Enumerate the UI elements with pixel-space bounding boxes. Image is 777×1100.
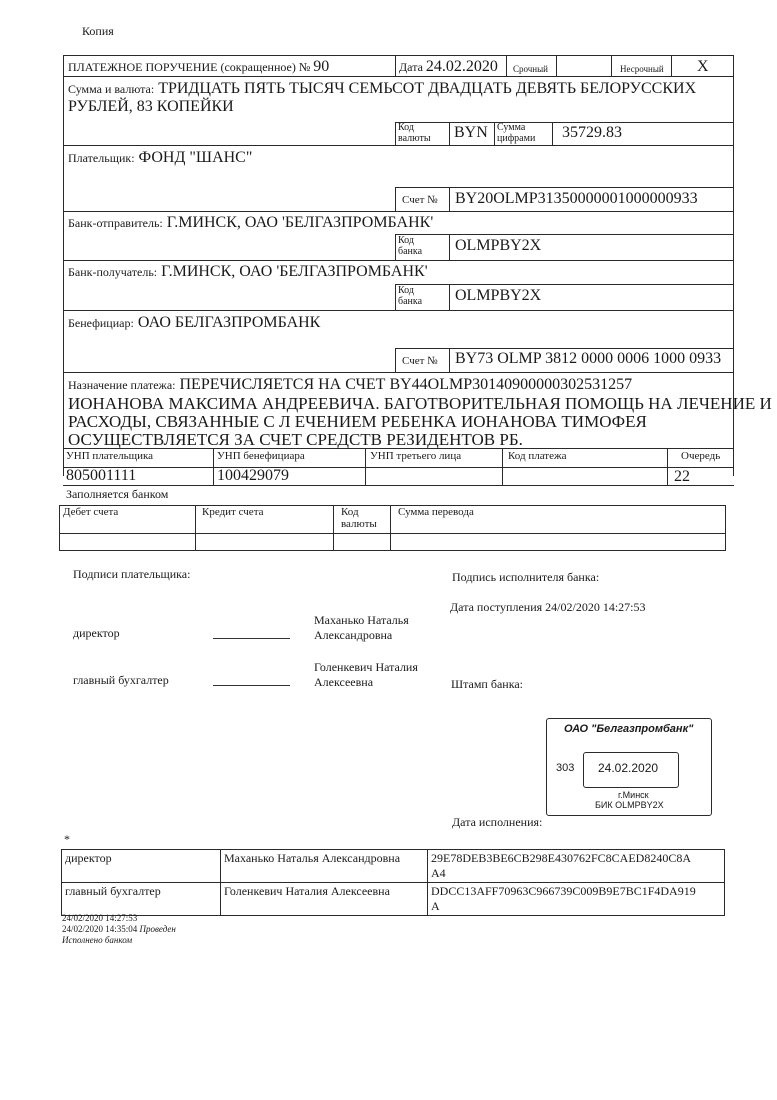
- order-date: Дата 24.02.2020: [399, 58, 498, 75]
- director-name: Маханько Наталья Александровна: [314, 613, 409, 642]
- nonurgent-mark: X: [697, 58, 709, 75]
- benef-unp: 100429079: [217, 467, 289, 484]
- footer-line3: Исполнено банком: [62, 935, 133, 945]
- beneficiary-account-label: Счет №: [402, 355, 438, 367]
- form-title: ПЛАТЕЖНОЕ ПОРУЧЕНИЕ (сокращенное) № 90: [68, 58, 330, 75]
- bank-exec-signature-label: Подпись исполнителя банка:: [452, 570, 600, 584]
- payment-purpose: Назначение платежа: ПЕРЕЧИСЛЯЕТСЯ НА СЧЕТ BY44OLMP30140900000302531257: [68, 376, 633, 393]
- sig-name: Голенкевич Наталия Алексеевна: [221, 883, 428, 916]
- currency-code: BYN: [454, 124, 488, 141]
- accountant-role: главный бухгалтер: [73, 673, 169, 687]
- sender-bank-code: OLMPBY2X: [455, 237, 542, 254]
- footer-log: [62, 913, 176, 946]
- stamp-label: Штамп банка:: [451, 677, 523, 691]
- sig-hash: DDCC13AFF70963C966739C009B9E7BC1F4DA919 A: [428, 883, 725, 916]
- footer-line1: 24/02/2020 14:27:53: [62, 913, 138, 923]
- beneficiary-account: BY73 OLMP 3812 0000 0006 1000 0933: [455, 350, 722, 367]
- table-row: [62, 883, 725, 916]
- asterisk: *: [64, 832, 70, 846]
- queue-label: Очередь: [681, 450, 721, 462]
- stamp-city: г.Минск: [618, 790, 649, 800]
- sig-hash: 29E78DEB3BE6CB298E430762FC8CAED8240C8A A4: [428, 850, 725, 883]
- urgent-label: Срочный: [513, 64, 548, 74]
- director-role: директор: [73, 626, 120, 640]
- bank-fill-label: Заполняется банком: [66, 487, 169, 501]
- table-row: [62, 850, 725, 883]
- payer-signatures-label: Подписи плательщика:: [73, 567, 191, 581]
- credit-label: Кредит счета: [202, 506, 264, 518]
- payment-purpose-line2: ИОНАНОВА МАКСИМА АНДРЕЕВИЧА. БАГОТВОРИТЕЛЬНАЯ ПОМОЩЬ НА ЛЕЧЕНИЕ И: [68, 394, 772, 413]
- currency-code-label: Код валюты: [398, 122, 431, 144]
- transfer-sum-label: Сумма перевода: [398, 506, 474, 518]
- receiver-bank-code: OLMPBY2X: [455, 287, 542, 304]
- order-number: 90: [313, 58, 330, 75]
- payment-purpose-line4: ОСУЩЕСТВЛЯЕТСЯ ЗА СЧЕТ СРЕДСТВ РЕЗИДЕНТОВ РБ.: [68, 430, 523, 449]
- nonurgent-label: Несрочный: [620, 64, 664, 74]
- fill-currency-label: Код валюты: [341, 506, 377, 530]
- sig-name: Маханько Наталья Александровна: [221, 850, 428, 883]
- queue-value: 22: [674, 468, 690, 485]
- stamp-number: 303: [556, 762, 575, 774]
- receiver-bank: Банк-получатель: Г.МИНСК, ОАО 'БЕЛГАЗПРОМБАНК': [68, 263, 428, 280]
- received-date: Дата поступления 24/02/2020 14:27:53: [450, 600, 646, 614]
- payment-code-label: Код платежа: [508, 450, 567, 462]
- sig-role: директор: [62, 850, 221, 883]
- debit-label: Дебет счета: [63, 506, 119, 518]
- accountant-signature-line: [213, 685, 290, 686]
- payer-unp-label: УНП плательщика: [66, 450, 154, 462]
- accountant-name: Голенкевич Наталия Алексеевна: [314, 660, 418, 689]
- footer-line2: 24/02/2020 14:35:04 Проведен: [62, 924, 176, 934]
- digital-signatures-table: [61, 849, 725, 916]
- sig-role: главный бухгалтер: [62, 883, 221, 916]
- stamp-date: 24.02.2020: [598, 761, 659, 775]
- payment-purpose-line3: РАСХОДЫ, СВЯЗАННЫЕ С Л ЕЧЕНИЕМ РЕБЕНКА ИОНАНОВА ТИМОФЕЯ: [68, 412, 647, 431]
- beneficiary-name: Бенефициар: ОАО БЕЛГАЗПРОМБАНК: [68, 314, 321, 331]
- benef-unp-label: УНП бенефициара: [217, 450, 305, 462]
- director-signature-line: [213, 638, 290, 639]
- sum-label: Сумма цифрами: [497, 122, 536, 144]
- amount-words-line2: РУБЛЕЙ, 83 КОПЕЙКИ: [68, 98, 234, 115]
- copy-label: Копия: [82, 24, 114, 38]
- receiver-bank-code-label: Код банка: [398, 285, 423, 307]
- payer-unp: 805001111: [66, 467, 137, 484]
- payer-account: BY20OLMP31350000001000000933: [455, 190, 698, 207]
- payer-name: Плательщик: ФОНД "ШАНС": [68, 149, 253, 166]
- stamp-bank-name: ОАО "Белгазпромбанк": [564, 723, 694, 735]
- third-unp-label: УНП третьего лица: [370, 450, 462, 462]
- stamp-bik: БИК OLMPBY2X: [595, 800, 664, 810]
- payer-account-label: Счет №: [402, 194, 438, 206]
- sender-bank: Банк-отправитель: Г.МИНСК, ОАО 'БЕЛГАЗПРОМБАНК': [68, 214, 434, 231]
- execution-date-label: Дата исполнения:: [452, 815, 543, 829]
- sender-bank-code-label: Код банка: [398, 235, 423, 257]
- sum-value: 35729.83: [562, 124, 622, 141]
- amount-words: Сумма и валюта: ТРИДЦАТЬ ПЯТЬ ТЫСЯЧ СЕМЬСОТ ДВАДЦАТЬ ДЕВЯТЬ БЕЛОРУССКИХ: [68, 80, 697, 97]
